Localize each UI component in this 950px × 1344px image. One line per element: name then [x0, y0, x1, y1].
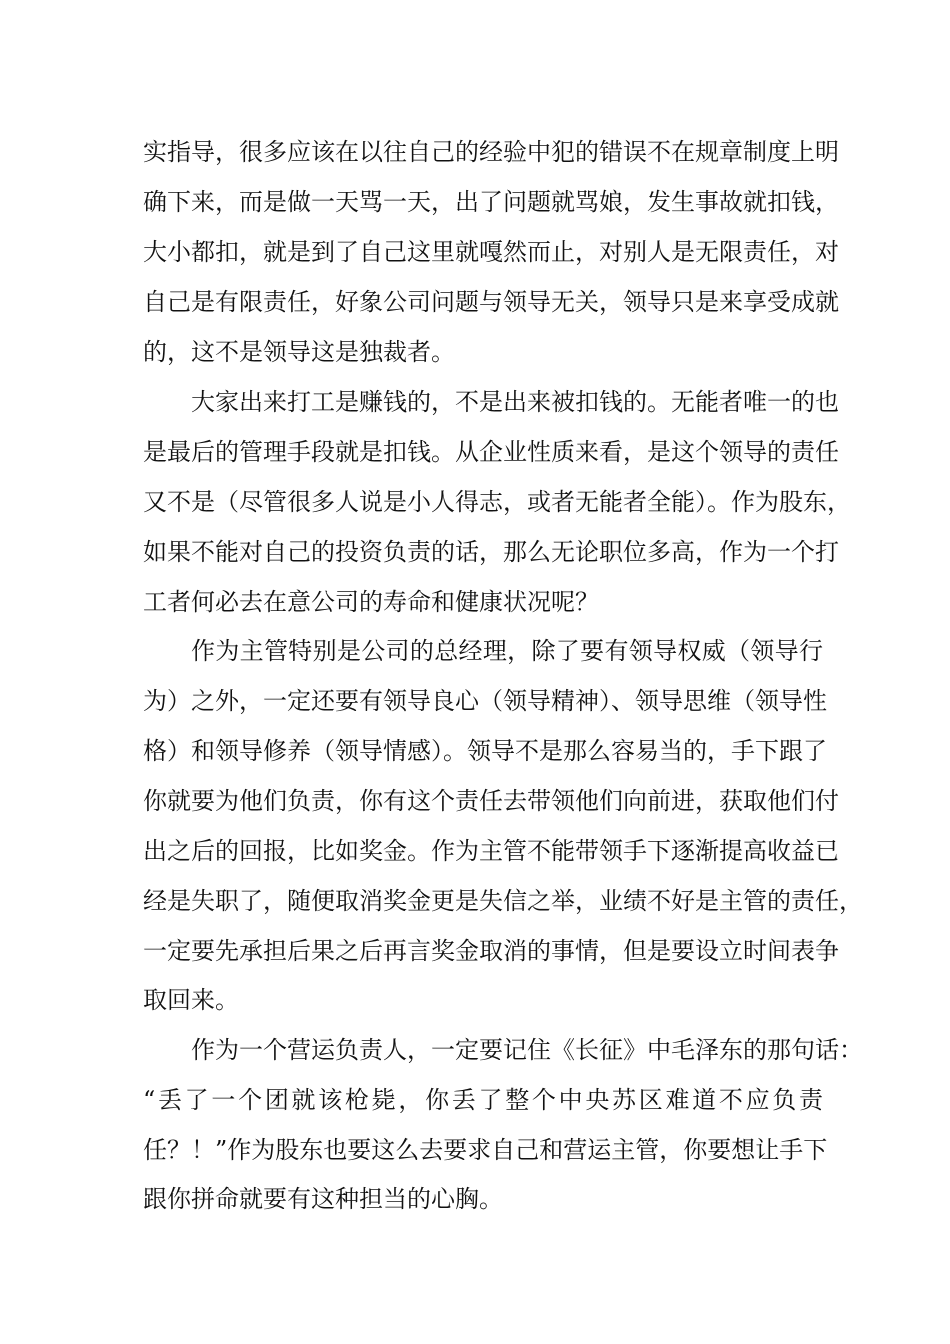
- text-line: 实指导，很多应该在以往自己的经验中犯的错误不在规章制度上明: [143, 138, 839, 166]
- text-line: “丢了一个团就该枪毙，你丢了整个中央苏区难道不应负责: [143, 1086, 823, 1114]
- text-line: 取回来。: [143, 986, 239, 1014]
- paragraph-first-line: 大家出来打工是赚钱的，不是出来被扣钱的。无能者唯一的也: [191, 388, 839, 416]
- text-line: 确下来，而是做一天骂一天，出了问题就骂娘，发生事故就扣钱，: [143, 188, 839, 216]
- text-line: 经是失职了，随便取消奖金更是失信之举，业绩不好是主管的责任，: [143, 887, 863, 915]
- text-line: 一定要先承担后果之后再言奖金取消的事情，但是要设立时间表争: [143, 937, 839, 965]
- paragraph-first-line: 作为一个营运负责人，一定要记住《长征》中毛泽东的那句话：: [191, 1036, 863, 1064]
- text-line: 又不是（尽管很多人说是小人得志，或者无能者全能）。作为股东，: [143, 488, 851, 516]
- text-line: 出之后的回报，比如奖金。作为主管不能带领手下逐渐提高收益已: [143, 837, 839, 865]
- paragraph-first-line: 作为主管特别是公司的总经理，除了要有领导权威（领导行: [191, 637, 823, 665]
- text-line: 工者何必去在意公司的寿命和健康状况呢？: [143, 588, 599, 616]
- text-line: 格）和领导修养（领导情感）。领导不是那么容易当的，手下跟了: [143, 737, 827, 765]
- text-line: 的，这不是领导这是独裁者。: [143, 338, 455, 366]
- text-line: 如果不能对自己的投资负责的话，那么无论职位多高，作为一个打: [143, 538, 839, 566]
- text-line: 你就要为他们负责，你有这个责任去带领他们向前进，获取他们付: [143, 787, 839, 815]
- text-line: 是最后的管理手段就是扣钱。从企业性质来看，是这个领导的责任: [143, 438, 839, 466]
- text-line: 为）之外，一定还要有领导良心（领导精神）、领导思维（领导性: [143, 687, 827, 715]
- text-line: 自己是有限责任，好象公司问题与领导无关，领导只是来享受成就: [143, 288, 839, 316]
- text-line: 任？！”作为股东也要这么去要求自己和营运主管，你要想让手下: [143, 1136, 828, 1164]
- text-line: 跟你拼命就要有这种担当的心胸。: [143, 1185, 503, 1213]
- text-line: 大小都扣，就是到了自己这里就嘎然而止，对别人是无限责任，对: [143, 238, 839, 266]
